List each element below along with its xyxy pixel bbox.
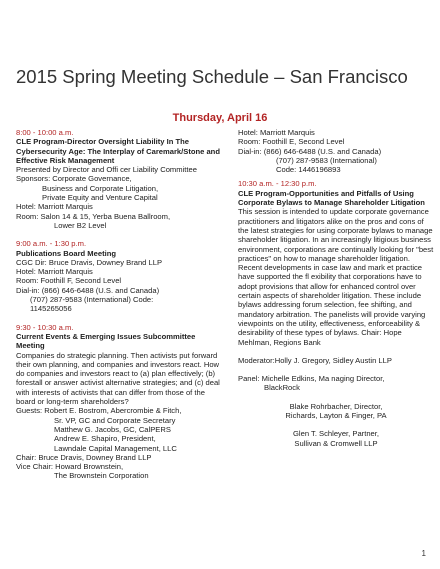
room-line: Room: Salon 14 & 15, Yerba Buena Ballroom,	[16, 211, 171, 221]
page-number: 1	[421, 549, 426, 558]
dial-in-line: Dial-in: (866) 646-6488 (U.S. and Canada)	[238, 146, 382, 156]
panel-line: Richards, Layton & Finger, PA	[285, 411, 387, 421]
vice-chair-line: Vice Chair: Howard Brownstein,	[16, 462, 124, 472]
presented-by: Presented by Director and Offi cer Liability Committee	[16, 165, 197, 175]
chair-line: Chair: Bruce Dravis, Downey Brand LLP	[16, 452, 152, 462]
left-column	[16, 128, 224, 481]
session-time: 10:30 a.m. - 12:30 p.m.	[238, 179, 317, 189]
panel-line: Panel: Michelle Edkins, Ma naging Director,	[238, 374, 385, 384]
guests-line: Matthew G. Jacobs, GC, CalPERS	[54, 424, 171, 434]
sponsors-line: Business and Corporate Litigation,	[42, 183, 159, 193]
session-description: Companies do strategic planning. Then activists put forward their own planning, and companies and investors react. How do companies and investors react to (a) plan effectively; (b) forestall or answer activist alternative strategies; and (c) deal with interests of activists that can differ from those of the board or long-term shareholders?	[16, 350, 220, 407]
room-line: Room: Foothill E, Second Level	[238, 137, 345, 147]
session-title: CLE Program-Opportunities and Pitfalls of Using Corporate Bylaws to Manage Shareholder Litigation	[238, 188, 425, 208]
hotel-line: Hotel: Marriott Marquis	[16, 267, 93, 277]
session-cle-bylaws	[238, 179, 434, 447]
right-column	[238, 128, 434, 448]
dial-in-line: Dial-in: (866) 646-6488 (U.S. and Canada)	[16, 285, 160, 295]
room-line: Lower B2 Level	[54, 220, 107, 230]
hotel-line: Hotel: Marriott Marquis	[16, 202, 93, 212]
session-time: 9:30 - 10:30 a.m.	[16, 322, 74, 332]
session-title: CLE Program-Director Oversight Liability In The Cybersecurity Age: The Interplay of Caremark/Stone and Effective Risk Management	[16, 137, 220, 165]
guests-line: Sr. VP, GC and Corporate Secretary	[54, 415, 176, 425]
session-time: 9:00 a.m. - 1:30 p.m.	[16, 239, 87, 249]
sponsors-line: Sponsors: Corporate Governance,	[16, 174, 132, 184]
guests-line: Guests: Robert E. Bostrom, Abercrombie & Fitch,	[16, 406, 182, 416]
session-cle-director-oversight	[16, 128, 224, 230]
hotel-line: Hotel: Marriott Marquis	[238, 128, 315, 137]
day-heading: Thursday, April 16	[172, 112, 268, 124]
session-title: Publications Board Meeting	[16, 248, 116, 258]
guests-line: Lawndale Capital Management, LLC	[54, 443, 177, 453]
panel-line: BlackRock	[264, 383, 300, 393]
cgc-director-line: CGC Dir: Bruce Dravis, Downey Brand LLP	[16, 257, 163, 267]
guests-line: Andrew E. Shapiro, President,	[54, 434, 156, 444]
panel-line: Glen T. Schleyer, Partner,	[293, 429, 379, 439]
dial-in-line: (707) 287-9583 (International) Code:	[30, 295, 154, 305]
session-publications-board	[16, 239, 224, 313]
session-time: 8:00 - 10:00 a.m.	[16, 128, 74, 137]
session-current-events	[16, 323, 224, 481]
dial-in-code: 1145265056	[30, 304, 72, 314]
dial-in-line: (707) 287-9583 (International)	[276, 155, 377, 165]
room-line: Room: Foothill F, Second Level	[16, 276, 122, 286]
session-title: Current Events & Emerging Issues Subcommittee Meeting	[16, 331, 196, 351]
dial-in-code: Code: 1446196893	[276, 165, 341, 175]
session-publications-board-continued	[238, 128, 434, 174]
page-title: 2015 Spring Meeting Schedule – San Francisco	[16, 66, 408, 87]
panel-line: Sullivan & Cromwell LLP	[294, 438, 378, 448]
vice-chair-line: The Brownstein Corporation	[54, 471, 149, 481]
moderator-line: Moderator:Holly J. Gregory, Sidley Austin LLP	[238, 355, 392, 365]
panel-line: Blake Rohrbacher, Director,	[289, 401, 383, 411]
sponsors-line: Private Equity and Venture Capital	[42, 193, 158, 203]
session-description: This session is intended to update corporate governance practitioners and litigators alike on the pros and cons of the latest strategies for using corporate bylaws to manage shareholder litigation. In an increasingly litigious business environment, corporations are continually looking for "best practices" on how to manage shareholder litigation. Recent developments in case law and mark et practice have supported the fl exibility that corporations have to adopt provisions that allow for enhanced control over certain aspects of shareholder litigation. These include bylaws addressing forum selection, fee shifting, and mandatory arbitration. The panelists will provide varying viewpoints on the utility, effectiveness, enforceability & desirability of these types of bylaws. Chair: Hope Mehlman, Regions Bank	[238, 207, 434, 347]
